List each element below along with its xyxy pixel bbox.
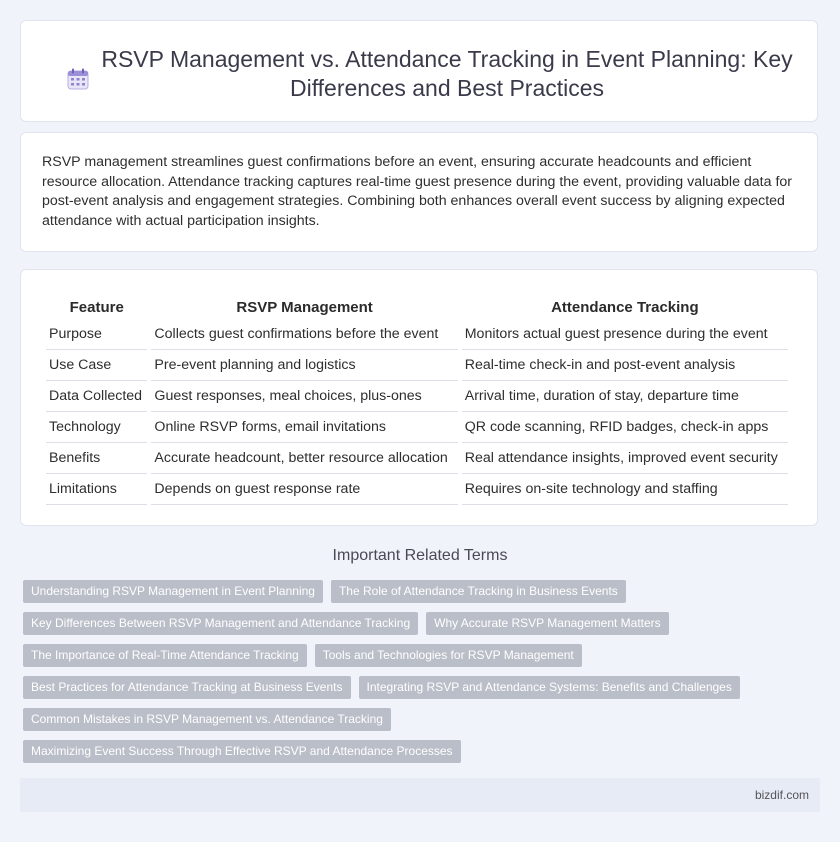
related-term-link[interactable]: Why Accurate RSVP Management Matters bbox=[426, 612, 669, 635]
table-row bbox=[46, 381, 788, 412]
header-feature: Feature bbox=[69, 298, 124, 316]
cell-feature: Use Case bbox=[46, 350, 147, 381]
site-name[interactable]: bizdif.com bbox=[754, 788, 809, 802]
cell-attendance: Monitors actual guest presence during the event bbox=[462, 319, 788, 350]
intro-card bbox=[20, 132, 818, 252]
table-row bbox=[46, 319, 788, 350]
cell-rsvp: Guest responses, meal choices, plus-ones bbox=[151, 381, 457, 412]
cell-rsvp: Collects guest confirmations before the event bbox=[151, 319, 457, 350]
table-row bbox=[46, 474, 788, 505]
related-term-link[interactable]: Best Practices for Attendance Tracking at Business Events bbox=[23, 676, 351, 699]
cell-feature: Data Collected bbox=[46, 381, 147, 412]
cell-attendance: Real-time check-in and post-event analysis bbox=[462, 350, 788, 381]
cell-feature: Limitations bbox=[46, 474, 147, 505]
cell-feature: Benefits bbox=[46, 443, 147, 474]
cell-feature: Purpose bbox=[46, 319, 147, 350]
cell-rsvp: Accurate headcount, better resource allocation bbox=[151, 443, 457, 474]
cell-attendance: Requires on-site technology and staffing bbox=[462, 474, 788, 505]
related-term-link[interactable]: Integrating RSVP and Attendance Systems: Benefits and Challenges bbox=[359, 676, 740, 699]
cell-feature: Technology bbox=[46, 412, 147, 443]
table-row bbox=[46, 350, 788, 381]
cell-rsvp: Depends on guest response rate bbox=[151, 474, 457, 505]
header-attendance: Attendance Tracking bbox=[551, 298, 699, 316]
table-row bbox=[46, 412, 788, 443]
page-title: RSVP Management vs. Attendance Tracking in Event Planning: Key Differences and Best Practices bbox=[101, 46, 793, 101]
table-row bbox=[46, 443, 788, 474]
cell-attendance: Arrival time, duration of stay, departure time bbox=[462, 381, 788, 412]
related-term-link[interactable]: Tools and Technologies for RSVP Management bbox=[315, 644, 582, 667]
related-term-link[interactable]: Key Differences Between RSVP Management and Attendance Tracking bbox=[23, 612, 418, 635]
related-terms-list bbox=[23, 580, 803, 772]
footer bbox=[20, 778, 820, 812]
related-term-link[interactable]: Understanding RSVP Management in Event Planning bbox=[23, 580, 323, 603]
related-term-link[interactable]: Maximizing Event Success Through Effective RSVP and Attendance Processes bbox=[23, 740, 461, 763]
table-header-row bbox=[46, 295, 788, 319]
comparison-table bbox=[42, 295, 792, 505]
header-rsvp: RSVP Management bbox=[236, 298, 373, 316]
related-term-link[interactable]: The Importance of Real-Time Attendance Tracking bbox=[23, 644, 307, 667]
title-card bbox=[20, 20, 818, 122]
cell-attendance: Real attendance insights, improved event security bbox=[462, 443, 788, 474]
comparison-table-card bbox=[20, 269, 818, 526]
related-term-link[interactable]: Common Mistakes in RSVP Management vs. Attendance Tracking bbox=[23, 708, 391, 731]
related-terms-heading: Important Related Terms bbox=[332, 547, 508, 564]
related-term-link[interactable]: The Role of Attendance Tracking in Business Events bbox=[331, 580, 626, 603]
cell-attendance: QR code scanning, RFID badges, check-in apps bbox=[462, 412, 788, 443]
cell-rsvp: Online RSVP forms, email invitations bbox=[151, 412, 457, 443]
intro-paragraph: RSVP management streamlines guest confirmations before an event, ensuring accurate headcounts and efficient resource allocation. Attendance tracking captures real-time guest presence during the event, providing valuable data for post-event analysis and engagement strategies. Combining both enhances overall event success by aligning expected attendance with actual participation insights. bbox=[42, 154, 793, 229]
cell-rsvp: Pre-event planning and logistics bbox=[151, 350, 457, 381]
